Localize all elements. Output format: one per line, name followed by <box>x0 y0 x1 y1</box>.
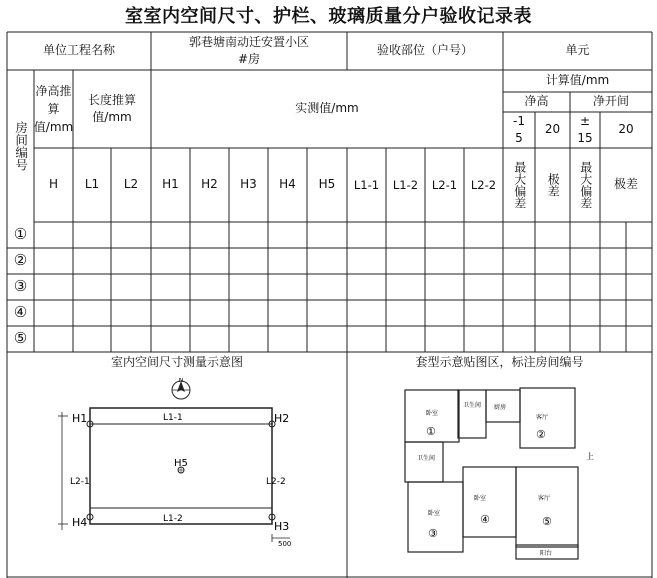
col-l2-1: L2-1 <box>431 177 458 192</box>
col-h: H <box>48 177 59 192</box>
unit-label: 验收部位（户号） <box>376 43 473 58</box>
label-l2-1: L2-1 <box>70 477 90 487</box>
measurement-diagram <box>50 378 300 556</box>
plan-up-label: 上 <box>586 452 594 461</box>
plan-number-5: ⑤ <box>542 515 552 528</box>
project-name-value: 郭巷塘南动迁安置小区 #房 <box>188 34 309 66</box>
plan-number-3: ③ <box>428 527 438 540</box>
calc-value-3: ± 15 <box>577 113 593 145</box>
label-h4: H4 <box>72 516 88 529</box>
calc-value-2: 20 <box>544 122 561 137</box>
left-figure-caption: 室内空间尺寸测量示意图 <box>110 355 243 369</box>
unit-value: 单元 <box>565 43 590 58</box>
room-label-balcony: 阳台 <box>540 550 553 557</box>
room-label-bath1: 卫生间 <box>463 402 482 409</box>
col-range-2: 极差 <box>613 177 638 192</box>
scale-label: 500 <box>278 540 292 548</box>
room-label-bath2: 卫生间 <box>417 455 436 462</box>
row-number-5: ⑤ <box>13 329 28 348</box>
room-label-bedroom2: 卧室 <box>428 510 441 517</box>
jinggao-calc-header: 净高推算值/mm <box>33 84 74 134</box>
plan-number-1: ① <box>426 425 436 438</box>
label-l2-2: L2-2 <box>266 477 286 487</box>
col-h1: H1 <box>162 177 179 192</box>
col-l2: L2 <box>123 177 139 192</box>
label-l1-1: L1-1 <box>163 413 183 423</box>
plan-number-2: ② <box>536 428 546 441</box>
calc-header: 计算值/mm <box>545 73 610 88</box>
col-range-1: 极差 <box>546 173 561 197</box>
label-l1-2: L1-2 <box>163 514 183 524</box>
floor-plan-sketch <box>400 385 600 560</box>
col-h4: H4 <box>279 177 296 192</box>
col-h2: H2 <box>201 177 218 192</box>
document-title: 室室内空间尺寸、护栏、玻璃质量分户验收记录表 <box>125 6 532 27</box>
label-h2: H2 <box>274 412 290 425</box>
calc-value-1: -1 5 <box>513 113 525 145</box>
project-name-label: 单位工程名称 <box>42 43 115 58</box>
jingkai-header: 净开间 <box>592 94 629 109</box>
col-max-dev-2: 最大偏差 <box>578 161 593 209</box>
north-label: N <box>178 378 184 384</box>
col-l1-2: L1-2 <box>392 177 419 192</box>
jinggao-header: 净高 <box>524 94 549 109</box>
right-figure-caption: 套型示意贴图区，标注房间编号 <box>415 355 584 369</box>
col-l2-2: L2-2 <box>470 177 497 192</box>
label-h1: H1 <box>72 412 88 425</box>
plan-number-4: ④ <box>480 513 490 526</box>
row-number-2: ② <box>13 251 28 270</box>
room-label-kitchen: 厨房 <box>494 404 507 411</box>
row-number-4: ④ <box>13 303 28 322</box>
label-h5: H5 <box>174 458 188 469</box>
room-label-living: 客厅 <box>536 414 549 421</box>
room-label-bedroom3: 卧室 <box>474 495 487 502</box>
row-number-1: ① <box>13 225 28 244</box>
col-l1-1: L1-1 <box>353 177 380 192</box>
room-number-header: 房间编号 <box>13 121 29 171</box>
col-h3: H3 <box>240 177 257 192</box>
col-l1: L1 <box>84 177 100 192</box>
calc-value-4: 20 <box>618 122 634 137</box>
col-h5: H5 <box>318 177 336 192</box>
measured-header: 实测值/mm <box>295 101 359 116</box>
length-calc-header: 长度推算值/mm <box>87 92 136 124</box>
room-label-living2: 客厅 <box>538 495 551 502</box>
col-max-dev-1: 最大偏差 <box>512 161 527 209</box>
label-h3: H3 <box>274 520 290 533</box>
room-label-bedroom1: 卧室 <box>426 410 439 417</box>
row-number-3: ③ <box>13 277 28 296</box>
